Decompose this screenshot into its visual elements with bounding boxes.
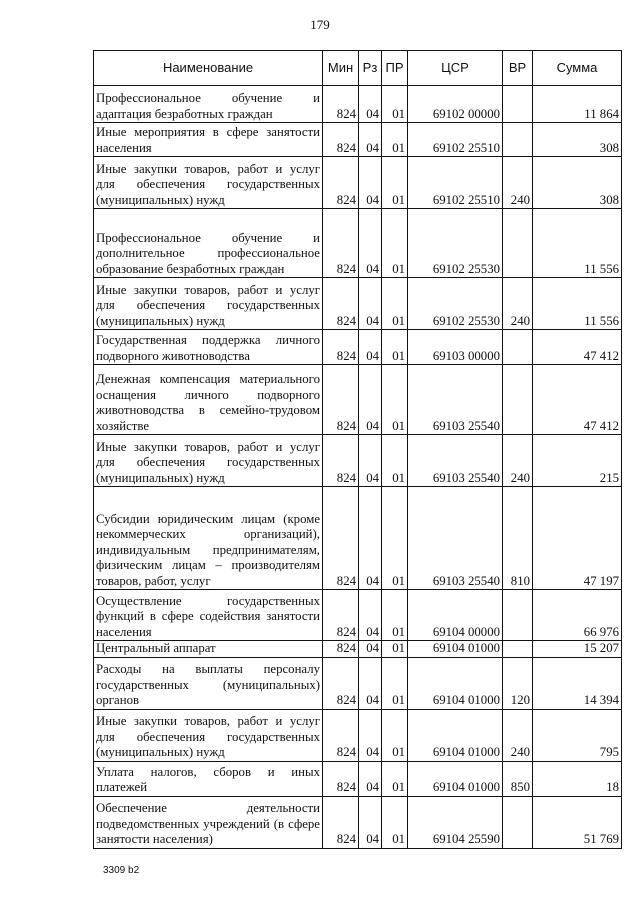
- table-row: [94, 709, 622, 761]
- cell-sum: 215: [533, 435, 622, 487]
- table-row: [94, 123, 622, 157]
- cell-vr: [503, 86, 533, 123]
- cell-csr: 69103 25540: [408, 365, 503, 435]
- table-row: [94, 657, 622, 709]
- cell-rz: 04: [359, 709, 382, 761]
- cell-vr: 240: [503, 435, 533, 487]
- cell-min: 824: [323, 590, 359, 641]
- page-number: 179: [310, 17, 330, 32]
- cell-pr: 01: [382, 209, 408, 278]
- table-row: [94, 487, 622, 590]
- cell-rz: 04: [359, 487, 382, 590]
- cell-vr: [503, 641, 533, 658]
- cell-min: 824: [323, 796, 359, 848]
- cell-csr: 69103 00000: [408, 330, 503, 365]
- cell-pr: 01: [382, 590, 408, 641]
- cell-min: 824: [323, 435, 359, 487]
- cell-sum: 11 864: [533, 86, 622, 123]
- cell-rz: 04: [359, 796, 382, 848]
- cell-csr: 69104 01000: [408, 641, 503, 658]
- cell-rz: 04: [359, 330, 382, 365]
- cell-min: 824: [323, 641, 359, 658]
- table-row: [94, 365, 622, 435]
- cell-csr: 69104 00000: [408, 590, 503, 641]
- cell-pr: 01: [382, 157, 408, 209]
- table-header-row: [94, 51, 622, 86]
- cell-rz: 04: [359, 209, 382, 278]
- cell-csr: 69104 25590: [408, 796, 503, 848]
- cell-rz: 04: [359, 157, 382, 209]
- cell-sum: 47 197: [533, 487, 622, 590]
- cell-vr: [503, 365, 533, 435]
- table-row: [94, 278, 622, 330]
- cell-vr: [503, 590, 533, 641]
- cell-sum: 47 412: [533, 365, 622, 435]
- cell-min: 824: [323, 86, 359, 123]
- cell-pr: 01: [382, 761, 408, 796]
- cell-pr: 01: [382, 278, 408, 330]
- cell-min: 824: [323, 761, 359, 796]
- cell-min: 824: [323, 709, 359, 761]
- header-pr: ПР: [382, 51, 408, 86]
- cell-vr: 240: [503, 278, 533, 330]
- cell-sum: 14 394: [533, 657, 622, 709]
- cell-vr: 810: [503, 487, 533, 590]
- table-body: [94, 86, 622, 849]
- cell-pr: 01: [382, 641, 408, 658]
- cell-pr: 01: [382, 330, 408, 365]
- table-row: [94, 761, 622, 796]
- cell-name: Иные закупки товаров, работ и услуг для обеспечения государственных (муниципальных) нужд: [94, 157, 323, 209]
- cell-name: Иные закупки товаров, работ и услуг для обеспечения государственных (муниципальных) нужд: [94, 435, 323, 487]
- cell-rz: 04: [359, 657, 382, 709]
- cell-name: Уплата налогов, сборов и иных платежей: [94, 761, 323, 796]
- cell-sum: 18: [533, 761, 622, 796]
- table-row: [94, 86, 622, 123]
- cell-rz: 04: [359, 278, 382, 330]
- cell-sum: 11 556: [533, 209, 622, 278]
- cell-vr: [503, 330, 533, 365]
- cell-sum: 66 976: [533, 590, 622, 641]
- table-row: [94, 590, 622, 641]
- cell-rz: 04: [359, 641, 382, 658]
- cell-min: 824: [323, 123, 359, 157]
- cell-pr: 01: [382, 796, 408, 848]
- cell-name: Государственная поддержка личного подворного животноводства: [94, 330, 323, 365]
- cell-name: Профессиональное обучение и адаптация безработных граждан: [94, 86, 323, 123]
- cell-pr: 01: [382, 435, 408, 487]
- cell-sum: 795: [533, 709, 622, 761]
- cell-min: 824: [323, 209, 359, 278]
- cell-rz: 04: [359, 365, 382, 435]
- cell-vr: 240: [503, 709, 533, 761]
- cell-rz: 04: [359, 435, 382, 487]
- table-row: [94, 330, 622, 365]
- cell-vr: [503, 123, 533, 157]
- cell-sum: 15 207: [533, 641, 622, 658]
- cell-sum: 308: [533, 123, 622, 157]
- header-sum: Сумма: [533, 51, 622, 86]
- footer-code: 3309 b2: [103, 865, 140, 876]
- cell-min: 824: [323, 278, 359, 330]
- cell-pr: 01: [382, 123, 408, 157]
- cell-sum: 47 412: [533, 330, 622, 365]
- cell-vr: 120: [503, 657, 533, 709]
- cell-name: Осуществление государственных функций в сфере содействия занятости населения: [94, 590, 323, 641]
- header-name: Наименование: [94, 51, 323, 86]
- cell-vr: 850: [503, 761, 533, 796]
- cell-pr: 01: [382, 487, 408, 590]
- table-row: [94, 157, 622, 209]
- table-row: [94, 209, 622, 278]
- cell-sum: 51 769: [533, 796, 622, 848]
- cell-csr: 69102 25530: [408, 278, 503, 330]
- cell-name: Центральный аппарат: [94, 641, 323, 658]
- cell-rz: 04: [359, 590, 382, 641]
- cell-csr: 69103 25540: [408, 487, 503, 590]
- budget-table: [93, 50, 622, 849]
- cell-min: 824: [323, 157, 359, 209]
- cell-csr: 69103 25540: [408, 435, 503, 487]
- cell-vr: [503, 209, 533, 278]
- table-row: [94, 435, 622, 487]
- cell-pr: 01: [382, 709, 408, 761]
- cell-csr: 69102 25510: [408, 123, 503, 157]
- header-csr: ЦСР: [408, 51, 503, 86]
- cell-pr: 01: [382, 365, 408, 435]
- cell-rz: 04: [359, 123, 382, 157]
- cell-min: 824: [323, 365, 359, 435]
- cell-csr: 69102 00000: [408, 86, 503, 123]
- header-min: Мин: [323, 51, 359, 86]
- cell-csr: 69104 01000: [408, 709, 503, 761]
- header-rz: Рз: [359, 51, 382, 86]
- cell-csr: 69104 01000: [408, 657, 503, 709]
- cell-vr: 240: [503, 157, 533, 209]
- cell-pr: 01: [382, 657, 408, 709]
- cell-sum: 11 556: [533, 278, 622, 330]
- cell-csr: 69102 25530: [408, 209, 503, 278]
- cell-name: Расходы на выплаты персоналу государственных (муниципальных) органов: [94, 657, 323, 709]
- cell-pr: 01: [382, 86, 408, 123]
- cell-name: Иные закупки товаров, работ и услуг для обеспечения государственных (муниципальных) нужд: [94, 278, 323, 330]
- cell-name: Профессиональное обучение и дополнительное профессиональное образование безработных граждан: [94, 209, 323, 278]
- cell-name: Иные закупки товаров, работ и услуг для обеспечения государственных (муниципальных) нужд: [94, 709, 323, 761]
- cell-name: Иные мероприятия в сфере занятости населения: [94, 123, 323, 157]
- table-row: [94, 641, 622, 658]
- cell-csr: 69104 01000: [408, 761, 503, 796]
- table-row: [94, 796, 622, 848]
- cell-csr: 69102 25510: [408, 157, 503, 209]
- cell-name: Обеспечение деятельности подведомственных учреждений (в сфере занятости населения): [94, 796, 323, 848]
- cell-rz: 04: [359, 86, 382, 123]
- cell-min: 824: [323, 330, 359, 365]
- cell-min: 824: [323, 657, 359, 709]
- cell-sum: 308: [533, 157, 622, 209]
- cell-rz: 04: [359, 761, 382, 796]
- header-vr: ВР: [503, 51, 533, 86]
- cell-min: 824: [323, 487, 359, 590]
- cell-name: Субсидии юридическим лицам (кроме некоммерческих организаций), индивидуальным предпринимателям, физическим лицам – производителям товаров, работ, услуг: [94, 487, 323, 590]
- cell-vr: [503, 796, 533, 848]
- cell-name: Денежная компенсация материального оснащения личного подворного животноводства в семейно-трудовом хозяйстве: [94, 365, 323, 435]
